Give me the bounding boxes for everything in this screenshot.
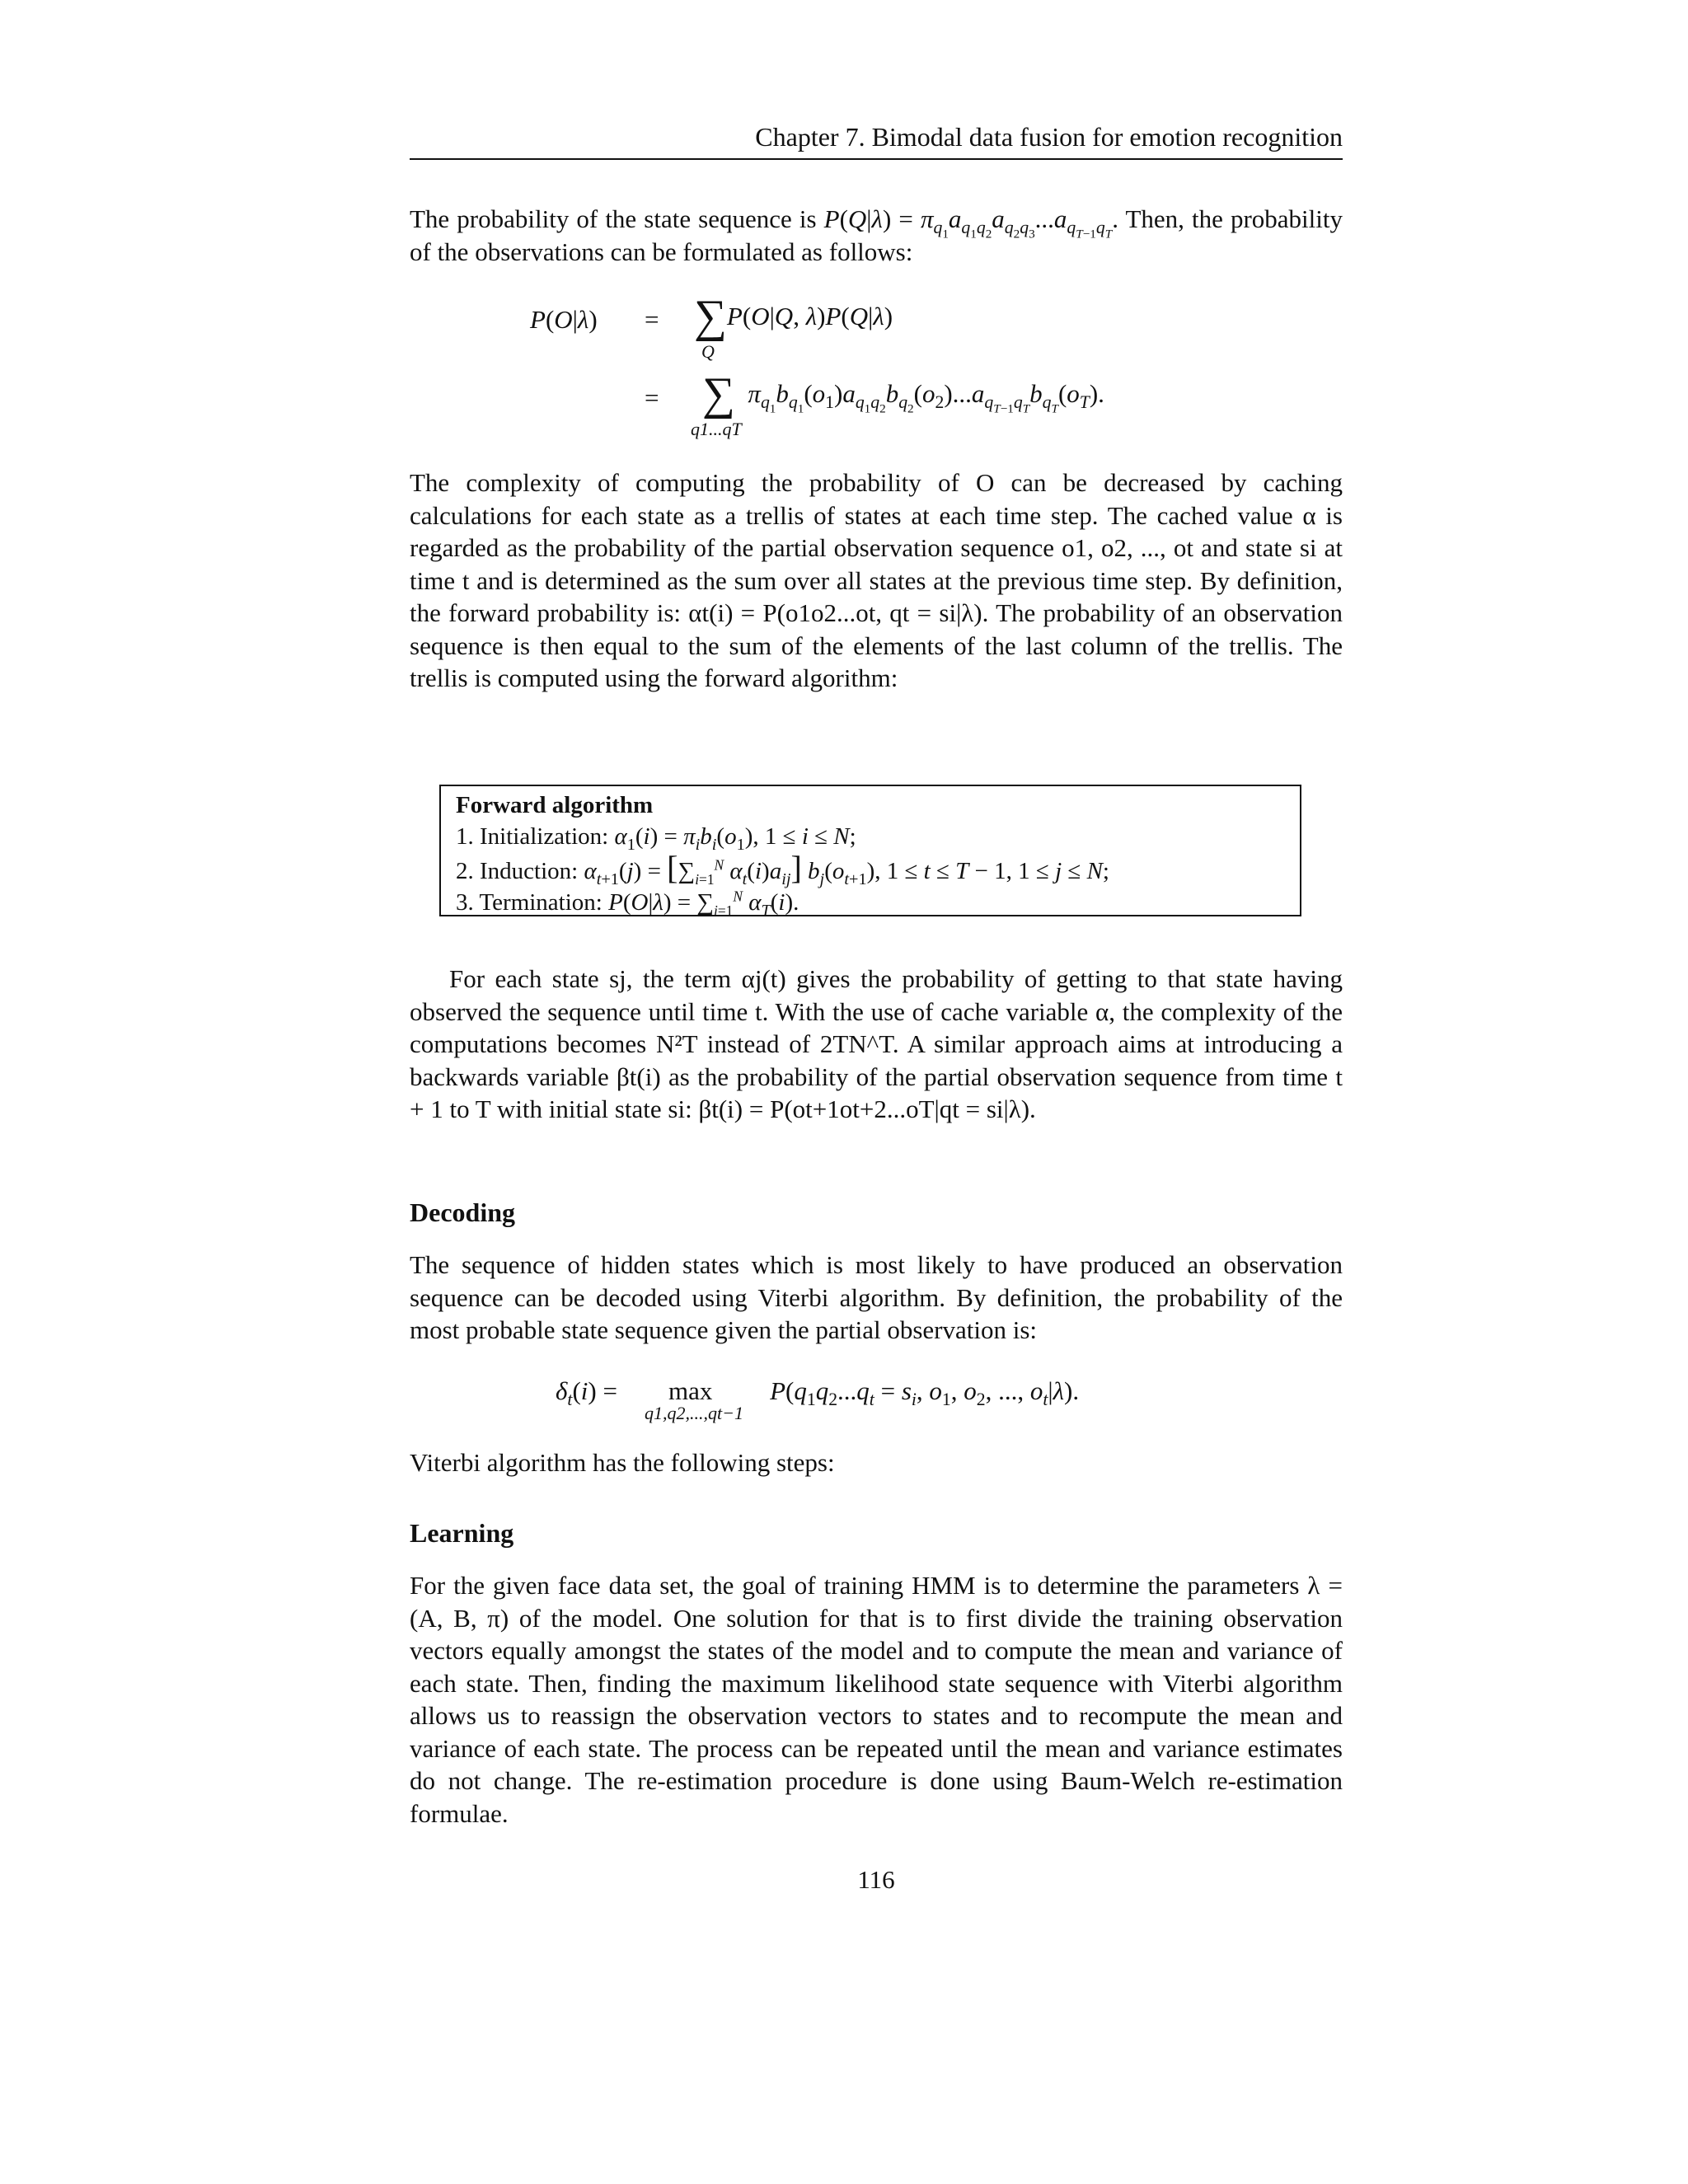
eq1-sum-index-2: q1...qT <box>691 419 742 439</box>
paragraph-state-sequence: The probability of the state sequence is $P(Q|\lambda) = \pi_{q_1}a_{q_1q_2}a_{q_2q_3}...a_{q_{T-1}q_T}$. Then, the probability of the observations can be formulated as follows: <box>410 204 1343 266</box>
summation-icon: ∑ <box>702 368 735 419</box>
learning-text: For the given face data set, the goal of training HMM is to determine the parameters λ = (A, B, π) of the model. One solution for that is to first divide the training observation vectors equally amongst the states of the model and to compute the mean and variance of each state. Then, finding the maximum likelihood state sequence with Viterbi algorithm allows us to reassign the observation vectors to states and to recompute the mean and variance of each state. The process can be repeated until the mean and variance estimates do not change. The re-estimation procedure is done using Baum-Welch re-estimation formulae. <box>410 1571 1343 1828</box>
summation-icon: ∑ <box>694 291 727 342</box>
eq1-sum-index-1: Q <box>701 341 715 362</box>
forward-algorithm-box <box>439 785 1301 920</box>
viterbi-max-index: q1,q2,...,qt−1 <box>645 1403 743 1423</box>
algorithm-step-induction: 2. Induction: $\alpha_{t+1}(j) = [\sum_{i=1}^N$ $\alpha_t(i)a_{ij}$] $b_j(o_{t+1})$, 1 ≤ t ≤ T − 1, 1 ≤ j ≤ N; <box>456 849 1109 888</box>
paragraph-forward-probability <box>410 466 1343 695</box>
running-header: Chapter 7. Bimodal data fusion for emotion recognition <box>410 120 1343 160</box>
eq1-line2: ∑ $\pi_{q_1}b_{q_1}(o_1)a_{q_1q_2}b_{q_2}(o_2)...a_{q_{T-1}q_T}b_{q_T}(o_T)$. <box>702 368 1104 419</box>
section-learning <box>410 1516 1343 1830</box>
page-number: 116 <box>857 1865 895 1894</box>
algorithm-step-termination: 3. Termination: $P(O|\lambda) = \sum_{i=1}^N$ $\alpha_T(i)$. <box>456 888 799 920</box>
algorithm-title: Forward algorithm <box>456 792 654 818</box>
inline-formula-state-prob: P <box>823 204 840 233</box>
learning-heading: Learning <box>410 1518 514 1548</box>
viterbi-equation: $\delta_t(i)$ = max $P(q_1q_2...q_t = s_i$, $o_1$, $o_2$, ..., $o_t|\lambda$). <box>556 1376 1080 1410</box>
decoding-heading: Decoding <box>410 1197 515 1227</box>
eq1-equals-1: = <box>645 305 659 334</box>
para1-text-a: The probability of the state sequence is <box>410 204 824 233</box>
para3-text: For each state sj, the term αj(t) gives the probability of getting to that state having observed the sequence until time t. With the use of cache variable α, the complexity of the computations becomes N²T instead of 2TN^T. A similar approach aims at introducing a backwards variable βt(i) as the probability of the partial observation sequence from time t + 1 to T with initial state si: βt(i) = P(ot+1ot+2...oT|qt = si|λ). <box>410 964 1343 1123</box>
eq1-line1: ∑P(O|Q, λ)P(Q|λ) <box>694 291 893 342</box>
algorithm-step-initialization: 1. Initialization: $\alpha_1(i) = \pi_ib_i(o_1)$, 1 ≤ i ≤ N; <box>456 823 856 854</box>
viterbi-steps-line <box>410 1446 1343 1479</box>
eq1-equals-2: = <box>645 383 659 412</box>
para1-text-b: . Then, the probability of the observations can be formulated as follows: <box>410 204 1343 266</box>
section-decoding <box>410 1196 1343 1347</box>
eq1-lhs: P(O|λ) <box>530 305 598 334</box>
viterbi-steps-text: Viterbi algorithm has the following steps: <box>410 1448 835 1477</box>
para2-text: The complexity of computing the probability of O can be decreased by caching calculations for each state as a trellis of states at each time step. The cached value α is regarded as the probability of the partial observation sequence o1, o2, ..., ot and state si at time t and is determined as the sum over all states at the previous time step. By definition, the forward probability is: αt(i) = P(o1o2...ot, qt = si|λ). The probability of an observation sequence is then equal to the sum of the elements of the last column of the trellis. The trellis is computed using the forward algorithm: <box>410 468 1343 692</box>
decoding-text: The sequence of hidden states which is most likely to have produced an observation sequence can be decoded using Viterbi algorithm. By definition, the probability of the most probable state sequence given the partial observation is: <box>410 1250 1343 1344</box>
paragraph-backward-variable <box>410 963 1343 1126</box>
